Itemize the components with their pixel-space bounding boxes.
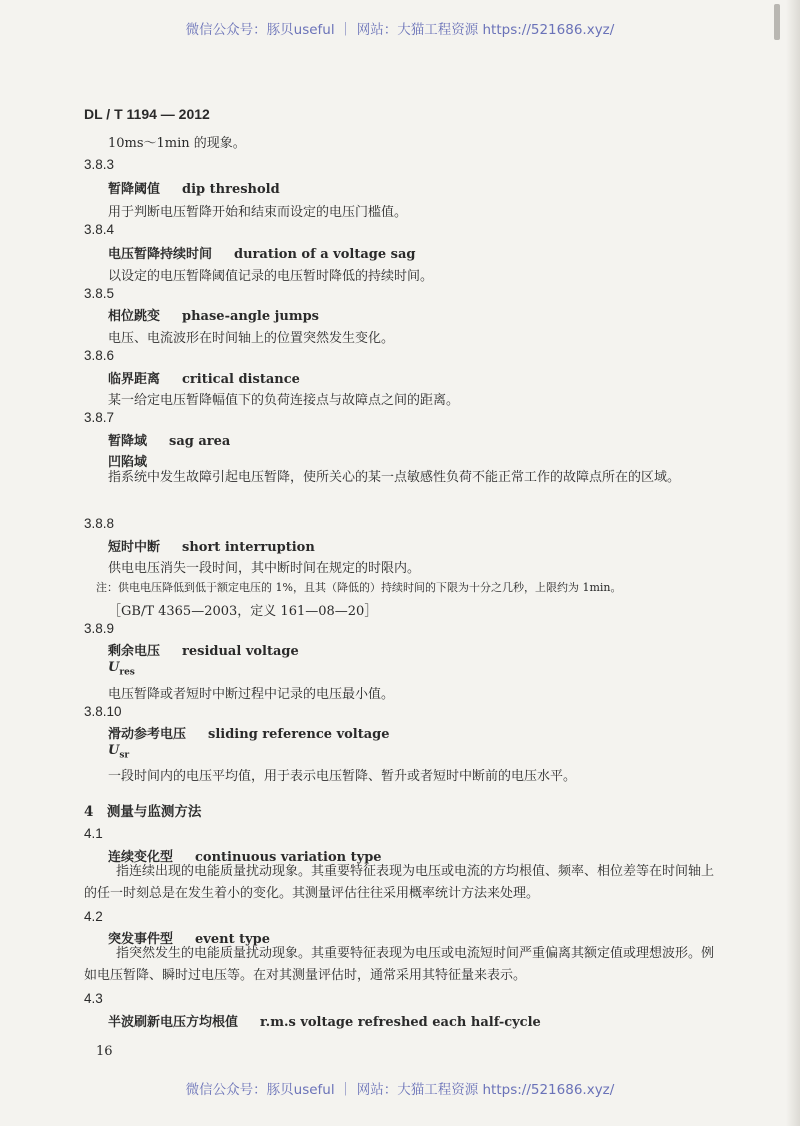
section-number: 3.8.5 [84,286,115,301]
term-cn: 滑动参考电压 [108,727,187,742]
text-line: 10ms～1min 的现象。 [108,136,246,151]
term-en: critical distance [182,372,300,387]
definition: 指系统中发生故障引起电压暂降，使所关心的某一点敏感性负荷不能正常工作的故障点所在的区域。 [108,470,681,485]
section-number: 4.2 [84,909,103,924]
term-heading [108,1011,541,1030]
term-en: short interruption [182,540,315,555]
term-en: phase-angle jumps [182,309,319,324]
section-number: 4.3 [84,991,103,1006]
page-number: 16 [96,1044,113,1059]
term-en: duration of a voltage sag [234,247,416,262]
section-number: 3.8.3 [84,157,115,172]
symbol-subscript: sr [119,750,130,761]
watermark-bottom: 微信公众号：豚贝useful ｜ 网站：大猫工程资源 https://521686.xyz/ [185,1082,615,1098]
term-cn: 暂降阈值 [108,182,161,197]
standard-number: DL / T 1194 — 2012 [84,106,210,122]
chapter-heading: 4 测量与监测方法 [84,804,202,820]
term-heading [108,368,300,387]
definition: 某一给定电压暂降幅值下的负荷连接点与故障点之间的距离。 [108,393,460,408]
term-en: sliding reference voltage [208,727,390,742]
term-cn: 突发事件型 [108,932,174,947]
definition: 用于判断电压暂降开始和结束而设定的电压门槛值。 [108,205,408,220]
term-heading [108,536,315,555]
term-heading [108,430,230,449]
note: 注：供电电压降低到低于额定电压的 1%，且其（降低的）持续时间的下限为十分之几秒，上限约为 1min。 [96,581,622,594]
section-number: 4.1 [84,826,103,841]
term-en: event type [195,932,271,947]
term-en: residual voltage [182,644,299,659]
section-number: 3.8.6 [84,348,115,363]
symbol [108,743,129,761]
term-cn: 半波刷新电压方均根值 [108,1015,239,1030]
term-cn: 暂降域 [108,434,148,449]
symbol [108,660,135,678]
term-en: continuous variation type [195,850,382,865]
section-number: 3.8.4 [84,222,115,237]
term-heading [108,243,415,262]
symbol-letter: U [108,743,120,758]
term-en: dip threshold [182,182,280,197]
definition: 供电电压消失一段时间，其中断时间在规定的时限内。 [108,561,421,576]
section-number: 3.8.7 [84,410,115,425]
definition: 电压、电流波形在时间轴上的位置突然发生变化。 [108,331,395,346]
term-cn: 电压暂降持续时间 [108,247,213,262]
term-heading [108,305,319,324]
watermark-top: 微信公众号：豚贝useful ｜ 网站：大猫工程资源 https://521686.xyz/ [185,22,615,38]
term-en: sag area [169,434,231,449]
symbol-letter: U [108,660,120,675]
term-cn: 临界距离 [108,372,161,387]
term-heading [108,178,280,197]
section-number: 3.8.10 [84,704,122,719]
alt-term: 凹陷域 [108,455,148,470]
scan-edge [786,0,800,1126]
definition: 一段时间内的电压平均值，用于表示电压暂降、暂升或者短时中断前的电压水平。 [108,769,577,784]
section-number: 3.8.8 [84,516,115,531]
term-cn: 相位跳变 [108,309,161,324]
term-heading [108,723,390,742]
definition: 指突然发生的电能质量扰动现象。其重要特征表现为电压或电流短时间严重偏离其额定值或理想波形。例如电压暂降、瞬时过电压等。在对其测量评估时，通常采用其特征量来表示。 [84,946,715,983]
symbol-subscript: res [119,667,135,678]
term-cn: 短时中断 [108,540,161,555]
term-cn: 剩余电压 [108,644,161,659]
reference: ［GB/T 4365—2003，定义 161—08—20］ [108,604,378,619]
term-cn: 连续变化型 [108,850,174,865]
definition: 以设定的电压暂降阈值记录的电压暂时降低的持续时间。 [108,269,434,284]
definition: 电压暂降或者短时中断过程中记录的电压最小值。 [108,687,395,702]
term-en: r.m.s voltage refreshed each half-cycle [260,1015,541,1030]
definition: 指连续出现的电能质量扰动现象。其重要特征表现为电压或电流的方均根值、频率、相位差等在时间轴上的任一时刻总是在发生着小的变化。其测量评估往往采用概率统计方法来处理。 [84,864,715,901]
term-heading [108,640,299,659]
section-number: 3.8.9 [84,621,115,636]
